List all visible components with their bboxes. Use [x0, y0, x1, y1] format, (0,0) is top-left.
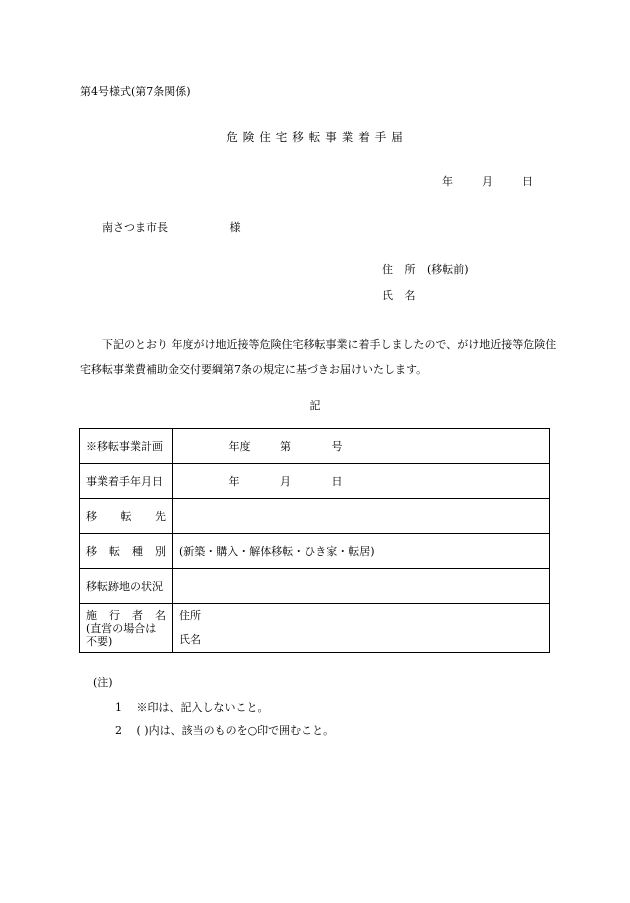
table-row: [80, 534, 550, 569]
body-text: 下記のとおり 年度がけ地近接等危険住宅移転事業に着手しましたので、がけ地近接等危険住宅移転事業費補助金交付要綱第7条の規定に基づきお届けいたします。: [80, 338, 557, 376]
destination-label-text: 移 転 先: [86, 510, 166, 523]
applicant-name: [382, 290, 420, 301]
addressee: [102, 222, 241, 233]
site-label: 移転跡地の状況: [80, 569, 173, 604]
notes-heading: (注): [93, 676, 113, 689]
table-row: [80, 499, 550, 534]
table-row: [80, 429, 550, 464]
type-label: [80, 534, 173, 569]
ki-heading: 記: [309, 399, 321, 412]
start-year: 年: [228, 475, 240, 488]
start-date-label: 事業着手年月日: [80, 464, 173, 499]
plan-dai: 第: [280, 440, 291, 453]
plan-go: 号: [331, 440, 343, 453]
table-row: [80, 569, 550, 604]
note-item: [115, 725, 334, 736]
table-row: [80, 604, 550, 653]
note-number: 1: [115, 701, 122, 714]
destination-label: [80, 499, 173, 534]
executor-label-line1: 施 行 者 名: [86, 608, 166, 622]
applicant-name-label: 氏 名: [382, 289, 420, 302]
plan-nendo: 年度: [228, 440, 251, 453]
table-row: [80, 464, 550, 499]
note-text: ( )内は、該当のものを○印で囲むこと。: [136, 724, 335, 737]
date-line: [442, 176, 533, 187]
applicant-address-note: (移転前): [427, 263, 469, 276]
executor-name: 氏名: [179, 633, 201, 646]
destination-value: [173, 499, 550, 534]
site-value: [173, 569, 550, 604]
addressee-name: 南さつま市長: [102, 221, 168, 234]
note-item: [115, 702, 269, 713]
document-title: 危険住宅移転事業着手届: [226, 130, 408, 144]
plan-value: [173, 429, 550, 464]
executor-value: [173, 604, 550, 653]
date-month: 月: [482, 175, 493, 188]
executor-label: [80, 604, 173, 653]
date-day: 日: [522, 175, 533, 188]
applicant-address-label: 住 所: [382, 263, 420, 276]
plan-label: ※移転事業計画: [80, 429, 173, 464]
executor-address: 住所: [179, 609, 201, 622]
note-text: ※印は、記入しないこと。: [136, 701, 269, 714]
type-label-text: 移 転 種 別: [86, 545, 166, 558]
form-number: 第4号様式(第7条関係): [80, 85, 191, 98]
date-year: 年: [442, 175, 453, 188]
start-day: 日: [331, 475, 343, 488]
executor-label-line2: (直営の場合は: [86, 621, 157, 635]
note-number: 2: [115, 724, 122, 737]
details-table: [79, 428, 550, 653]
executor-label-line3: 不要): [86, 634, 113, 648]
start-month: 月: [280, 475, 291, 488]
addressee-honorific: 様: [229, 221, 241, 234]
type-value: (新築・購入・解体移転・ひき家・転居): [173, 534, 550, 569]
start-date-value: [173, 464, 550, 499]
applicant-address: [382, 264, 469, 275]
